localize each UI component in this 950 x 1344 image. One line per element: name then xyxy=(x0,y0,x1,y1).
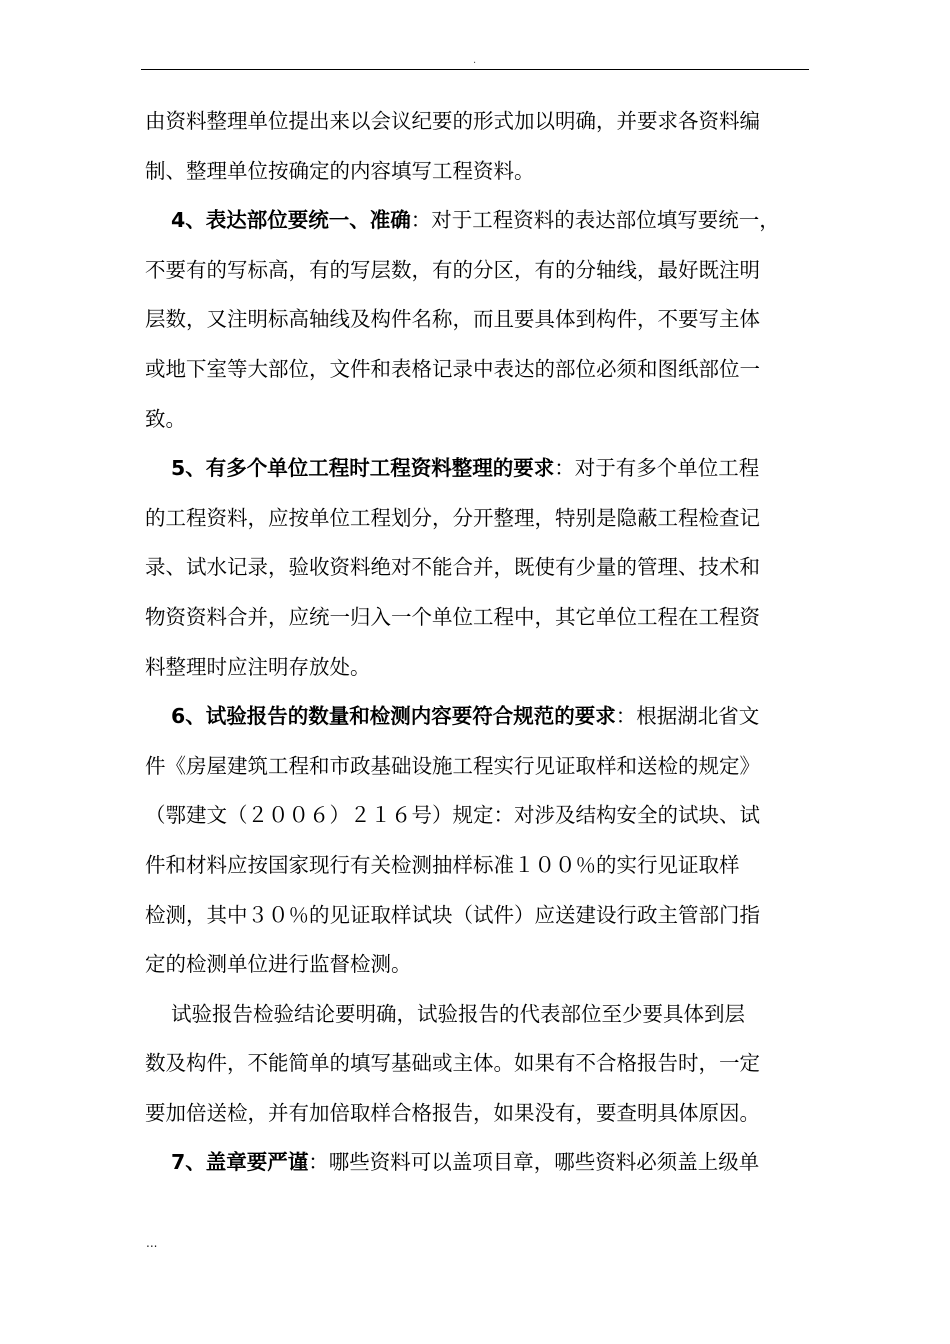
text-line xyxy=(145,1089,825,1139)
text-line xyxy=(145,147,825,197)
line-text: 件《房屋建筑工程和市政基础设施工程实行见证取样和送检的规定》 xyxy=(145,753,760,778)
line-text: 检测，其中３０％的见证取样试块（试件）应送建设行政主管部门指 xyxy=(145,902,760,927)
line-text: 料整理时应注明存放处。 xyxy=(145,654,371,679)
section-heading: 7、盖章要严谨 xyxy=(171,1150,309,1175)
text-line xyxy=(145,345,825,395)
header-rule xyxy=(141,69,809,70)
text-line xyxy=(145,395,825,445)
footer-mark: ... xyxy=(146,1236,158,1250)
line-text: 制、整理单位按确定的内容填写工程资料。 xyxy=(145,158,535,183)
line-text: （鄂建文（２００６）２１６号）规定：对涉及结构安全的试块、试 xyxy=(145,803,760,828)
line-text: 定的检测单位进行监督检测。 xyxy=(145,952,412,977)
line-text: ：对于工程资料的表达部位填写要统一， xyxy=(410,208,780,233)
text-line xyxy=(145,990,825,1040)
line-text: ：哪些资料可以盖项目章，哪些资料必须盖上级单 xyxy=(308,1150,760,1175)
text-line xyxy=(145,940,825,990)
text-line xyxy=(145,692,825,742)
line-text: 的工程资料，应按单位工程划分，分开整理，特别是隐蔽工程检查记 xyxy=(145,505,760,530)
section-heading: 4、表达部位要统一、准确 xyxy=(171,208,411,233)
line-text: 不要有的写标高，有的写层数，有的分区，有的分轴线，最好既注明 xyxy=(145,257,760,282)
line-text: 物资资料合并，应统一归入一个单位工程中，其它单位工程在工程资 xyxy=(145,604,760,629)
text-line xyxy=(145,791,825,841)
text-line xyxy=(145,295,825,345)
header-mark: . xyxy=(473,55,477,66)
text-line xyxy=(145,891,825,941)
text-line xyxy=(145,841,825,891)
line-text: ：对于有多个单位工程 xyxy=(554,456,760,481)
body-text xyxy=(145,97,825,1188)
line-text: 录、试水记录，验收资料绝对不能合并，既使有少量的管理、技术和 xyxy=(145,555,760,580)
line-text: 或地下室等大部位，文件和表格记录中表达的部位必须和图纸部位一 xyxy=(145,356,760,381)
text-line xyxy=(145,593,825,643)
line-text: 层数，又注明标高轴线及构件名称，而且要具体到构件，不要写主体 xyxy=(145,307,760,332)
text-line xyxy=(145,742,825,792)
text-line xyxy=(145,543,825,593)
line-text: 由资料整理单位提出来以会议纪要的形式加以明确，并要求各资料编 xyxy=(145,109,760,133)
text-line xyxy=(145,494,825,544)
text-line xyxy=(145,643,825,693)
text-line xyxy=(145,1138,825,1188)
text-line xyxy=(145,444,825,494)
line-text: 致。 xyxy=(145,406,186,431)
text-line xyxy=(145,246,825,296)
line-text: 要加倍送检，并有加倍取样合格报告，如果没有，要查明具体原因。 xyxy=(145,1100,760,1125)
text-line xyxy=(145,1039,825,1089)
line-text: 数及构件，不能简单的填写基础或主体。如果有不合格报告时，一定 xyxy=(145,1051,760,1076)
line-text: 件和材料应按国家现行有关检测抽样标准１００％的实行见证取样 xyxy=(145,852,740,877)
section-heading: 5、有多个单位工程时工程资料整理的要求 xyxy=(171,456,555,481)
section-heading: 6、试验报告的数量和检测内容要符合规范的要求 xyxy=(171,704,616,729)
text-line xyxy=(145,97,825,147)
line-text: ：根据湖北省文 xyxy=(615,704,760,729)
line-text: 试验报告检验结论要明确，试验报告的代表部位至少要具体到层 xyxy=(171,1001,745,1026)
text-line xyxy=(145,196,825,246)
